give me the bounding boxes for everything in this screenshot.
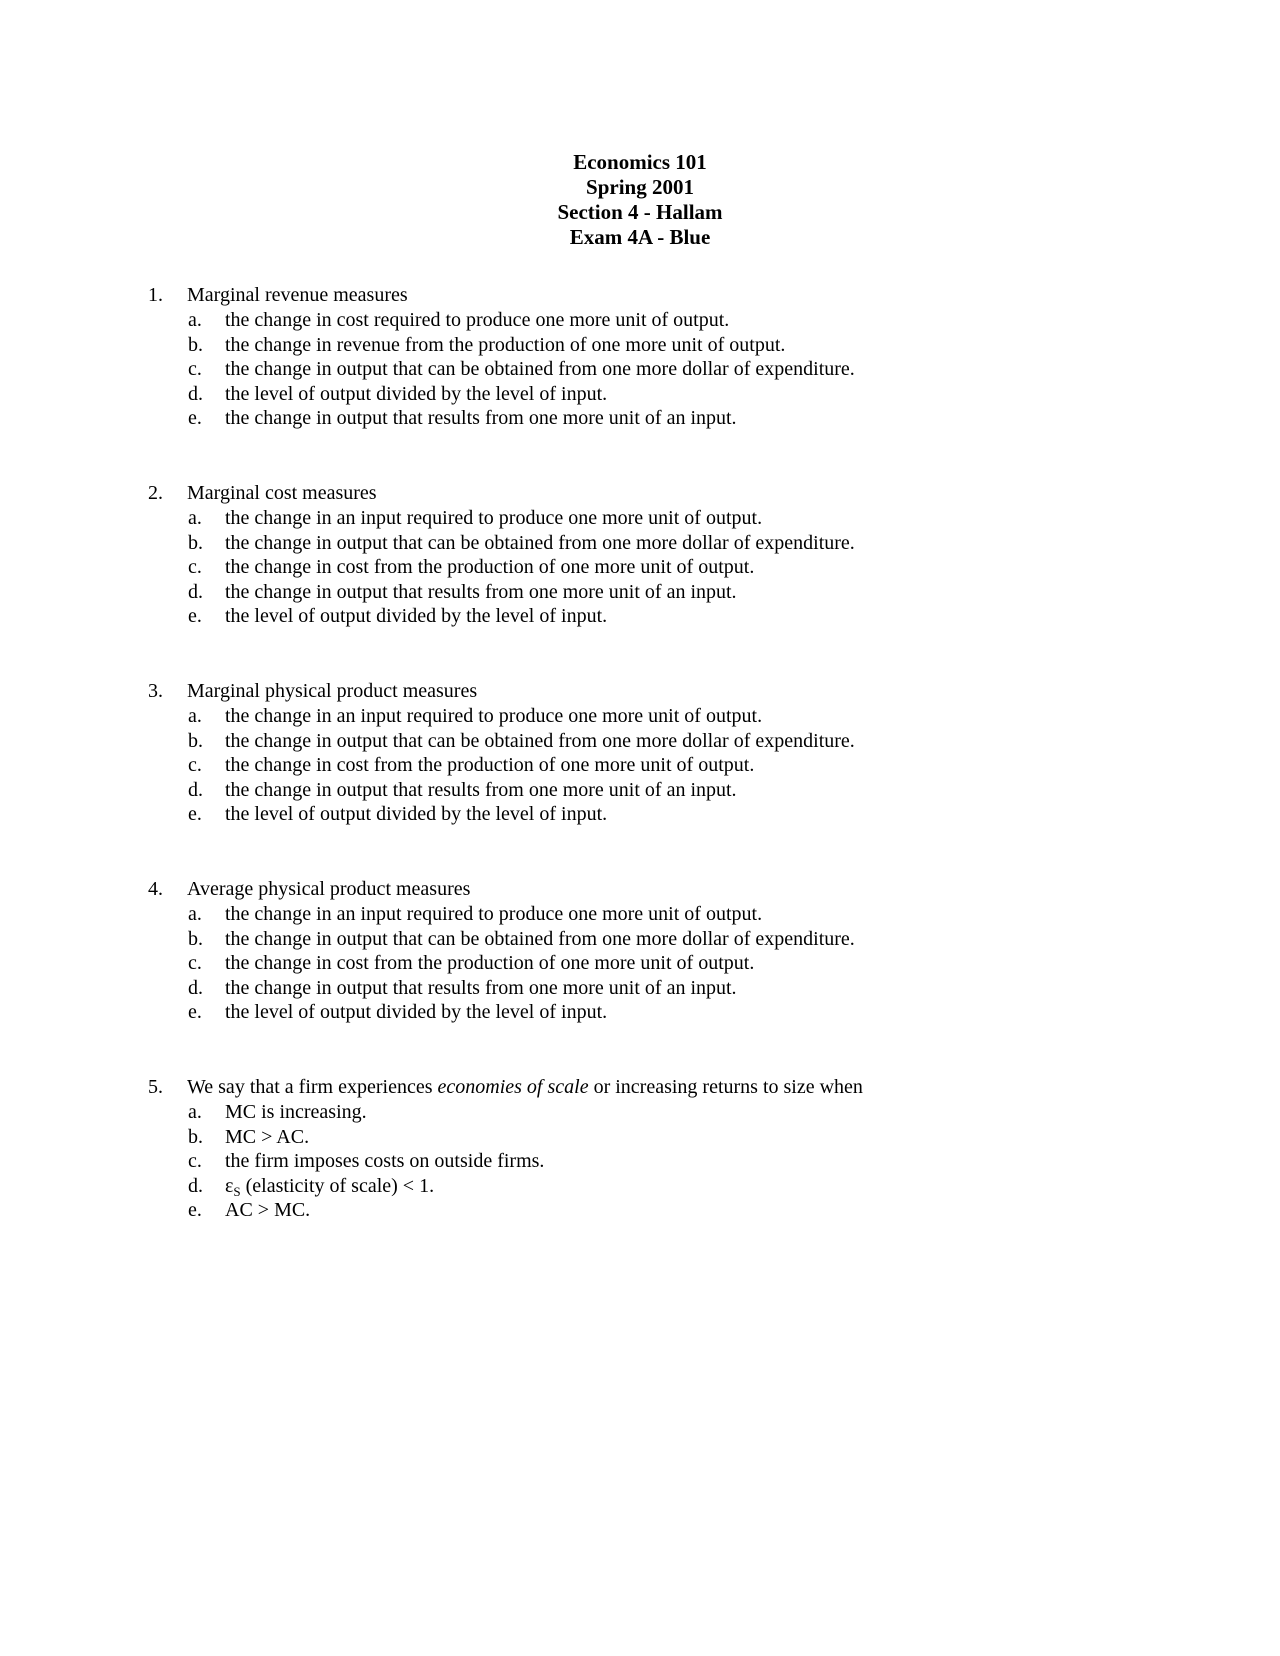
option-text: the firm imposes costs on outside firms. [225, 1150, 545, 1173]
option-d [148, 778, 1148, 803]
option-c [148, 357, 1148, 382]
exam-title: Exam 4A - Blue [569, 225, 711, 249]
option-text: the change in an input required to produce one more unit of output. [225, 705, 763, 727]
question-number: 3. [148, 680, 163, 702]
option-letter: a. [188, 903, 202, 925]
exam-header [0, 150, 1280, 250]
question-stem [148, 679, 1148, 704]
question-text [187, 1075, 863, 1100]
option-letter: c. [188, 556, 202, 579]
option-c [148, 753, 1148, 778]
question-number: 5. [148, 1076, 163, 1098]
option-text: the change in output that results from one more unit of an input. [225, 778, 737, 801]
question-number: 2. [148, 482, 163, 504]
option-text: the level of output divided by the level of input. [225, 1001, 608, 1024]
option-text: the level of output divided by the level of input. [225, 803, 608, 826]
option-letter: c. [188, 1150, 202, 1173]
option-text: the change in cost from the production of one more unit of output. [225, 556, 755, 579]
option-text: the change in an input required to produce one more unit of output. [225, 507, 763, 529]
question-text-pre: We say that a firm experiences [187, 1076, 438, 1098]
option-text: the change in output that can be obtained from one more dollar of expenditure. [225, 927, 855, 950]
course-title: Economics 101 [573, 150, 707, 174]
option-text: the change in output that can be obtained from one more dollar of expenditure. [225, 531, 855, 554]
option-letter: e. [188, 803, 202, 826]
option-text: AC > MC. [225, 1199, 311, 1222]
option-text: the change in cost required to produce one more unit of output. [225, 309, 730, 331]
option-text: MC > AC. [225, 1125, 310, 1148]
question-number: 4. [148, 878, 163, 900]
question-text: Marginal revenue measures [187, 284, 408, 306]
option-letter: d. [188, 976, 203, 999]
option-a [148, 902, 1148, 927]
question-1 [148, 283, 1148, 431]
option-text: the change in cost from the production of one more unit of output. [225, 754, 755, 777]
option-text: the change in output that results from one more unit of an input. [225, 580, 737, 603]
option-letter: c. [188, 754, 202, 777]
option-e [148, 1000, 1148, 1025]
question-text-italic: economies of scale [437, 1076, 589, 1098]
option-letter: c. [188, 952, 202, 975]
option-text: the level of output divided by the level of input. [225, 382, 608, 405]
option-text: the change in output that results from one more unit of an input. [225, 976, 737, 999]
epsilon-subscript: S [233, 1183, 241, 1199]
question-3 [148, 679, 1148, 827]
option-a [148, 506, 1148, 531]
option-letter: a. [188, 705, 202, 727]
option-text: the change in output that can be obtained from one more dollar of expenditure. [225, 358, 855, 381]
section-title: Section 4 - Hallam [557, 200, 723, 224]
option-text: MC is increasing. [225, 1101, 367, 1123]
option-letter: b. [188, 531, 203, 554]
option-letter: a. [188, 507, 202, 529]
option-c [148, 1149, 1148, 1174]
option-b [148, 729, 1148, 754]
option-d [148, 382, 1148, 407]
option-letter: b. [188, 927, 203, 950]
question-stem [148, 481, 1148, 506]
option-text: the change in output that results from one more unit of an input. [225, 407, 737, 430]
option-d [148, 580, 1148, 605]
option-a [148, 1100, 1148, 1125]
option-b [148, 531, 1148, 556]
question-number: 1. [148, 284, 163, 306]
option-letter: e. [188, 407, 202, 430]
option-d [148, 1174, 1148, 1199]
option-letter: a. [188, 1101, 202, 1123]
question-stem [148, 877, 1148, 902]
term-title: Spring 2001 [586, 175, 694, 199]
epsilon-symbol: ε [225, 1174, 234, 1197]
option-text: the change in revenue from the production of one more unit of output. [225, 333, 786, 356]
option-e [148, 604, 1148, 629]
option-letter: e. [188, 605, 202, 628]
option-text-rest: (elasticity of scale) < 1. [240, 1174, 435, 1197]
option-a [148, 704, 1148, 729]
option-e [148, 1198, 1148, 1223]
question-text-post: or increasing returns to size when [588, 1076, 863, 1098]
option-letter: b. [188, 333, 203, 356]
option-letter: d. [188, 580, 203, 603]
option-text: the change in an input required to produce one more unit of output. [225, 903, 763, 925]
option-b [148, 333, 1148, 358]
option-letter: d. [188, 778, 203, 801]
question-text: Marginal physical product measures [187, 680, 478, 702]
question-stem [148, 283, 1148, 308]
option-letter: d. [188, 382, 203, 405]
option-letter: a. [188, 309, 202, 331]
option-letter: d. [188, 1174, 203, 1197]
question-text: Marginal cost measures [187, 482, 377, 504]
option-a [148, 308, 1148, 333]
option-text: the change in output that can be obtained from one more dollar of expenditure. [225, 729, 855, 752]
question-text: Average physical product measures [187, 878, 471, 900]
option-letter: e. [188, 1001, 202, 1024]
option-e [148, 406, 1148, 431]
question-4 [148, 877, 1148, 1025]
option-b [148, 1125, 1148, 1150]
question-5 [148, 1075, 1148, 1223]
option-letter: b. [188, 1125, 203, 1148]
option-letter: c. [188, 358, 202, 381]
option-text: the level of output divided by the level of input. [225, 605, 608, 628]
question-stem [148, 1075, 1148, 1100]
option-letter: e. [188, 1199, 202, 1222]
option-c [148, 951, 1148, 976]
option-b [148, 927, 1148, 952]
option-text: the change in cost from the production of one more unit of output. [225, 952, 755, 975]
option-d [148, 976, 1148, 1001]
option-e [148, 802, 1148, 827]
option-c [148, 555, 1148, 580]
option-letter: b. [188, 729, 203, 752]
question-2 [148, 481, 1148, 629]
